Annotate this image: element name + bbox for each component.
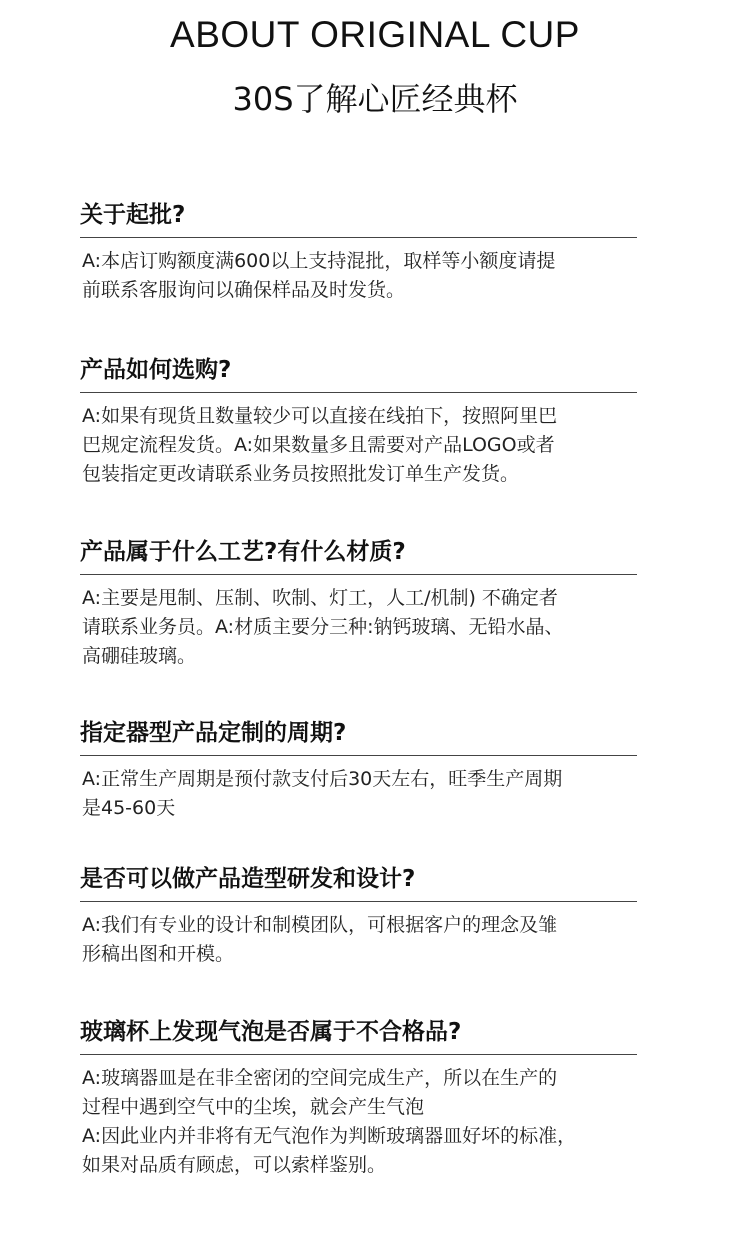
faq-question: 是否可以做产品造型研发和设计? xyxy=(80,866,416,892)
answer-line: 请联系业务员。A:材质主要分三种:钠钙玻璃、无铅水晶、 xyxy=(82,616,564,638)
answer-line: A:主要是甩制、压制、吹制、灯工，人工/机制) 不确定者 xyxy=(82,587,558,609)
answer-line: 高硼硅玻璃。 xyxy=(82,645,197,667)
faq-item-bubbles xyxy=(80,1015,637,1180)
faq-item-production-cycle xyxy=(80,716,637,823)
faq-item-process-material xyxy=(80,535,637,671)
faq-answer xyxy=(80,911,637,969)
answer-line: 形稿出图和开模。 xyxy=(82,943,235,965)
faq-item-minimum-order xyxy=(80,198,637,305)
answer-line: A:我们有专业的设计和制模团队，可根据客户的理念及雏 xyxy=(82,914,558,936)
answer-line: A:玻璃器皿是在非全密闭的空间完成生产，所以在生产的 xyxy=(82,1067,558,1089)
divider xyxy=(80,1054,637,1055)
answer-line: 包装指定更改请联系业务员按照批发订单生产发货。 xyxy=(82,463,520,485)
faq-item-how-to-buy xyxy=(80,353,637,489)
faq-question: 玻璃杯上发现气泡是否属于不合格品? xyxy=(80,1019,462,1045)
divider xyxy=(80,901,637,902)
divider xyxy=(80,392,637,393)
answer-line: 过程中遇到空气中的尘埃，就会产生气泡 xyxy=(82,1096,425,1118)
faq-question: 关于起批? xyxy=(80,202,186,228)
faq-answer xyxy=(80,402,637,489)
faq-item-design-development xyxy=(80,862,637,969)
divider xyxy=(80,574,637,575)
faq-question: 指定器型产品定制的周期? xyxy=(80,720,347,746)
answer-line: A:正常生产周期是预付款支付后30天左右，旺季生产周期 xyxy=(82,768,563,790)
answer-line: 是45-60天 xyxy=(82,797,176,819)
answer-line: A:如果有现货且数量较少可以直接在线拍下，按照阿里巴 xyxy=(82,405,558,427)
faq-answer xyxy=(80,584,637,671)
answer-line: 巴规定流程发货。A:如果数量多且需要对产品LOGO或者 xyxy=(82,434,555,456)
answer-line: 如果对品质有顾虑，可以索样鉴别。 xyxy=(82,1154,387,1176)
divider xyxy=(80,237,637,238)
faq-answer xyxy=(80,247,637,305)
title-chinese: 30S了解心匠经典杯 xyxy=(232,80,518,118)
faq-question: 产品属于什么工艺?有什么材质? xyxy=(80,539,406,565)
divider xyxy=(80,755,637,756)
answer-line: 前联系客服询问以确保样品及时发货。 xyxy=(82,279,406,301)
faq-question: 产品如何选购? xyxy=(80,357,232,383)
answer-line: A:因此业内并非将有无气泡作为判断玻璃器皿好坏的标准， xyxy=(82,1125,577,1147)
faq-answer xyxy=(80,765,637,823)
answer-line: A:本店订购额度满600以上支持混批，取样等小额度请提 xyxy=(82,250,556,272)
faq-answer xyxy=(80,1064,637,1180)
title-english: ABOUT ORIGINAL CUP xyxy=(170,14,580,55)
